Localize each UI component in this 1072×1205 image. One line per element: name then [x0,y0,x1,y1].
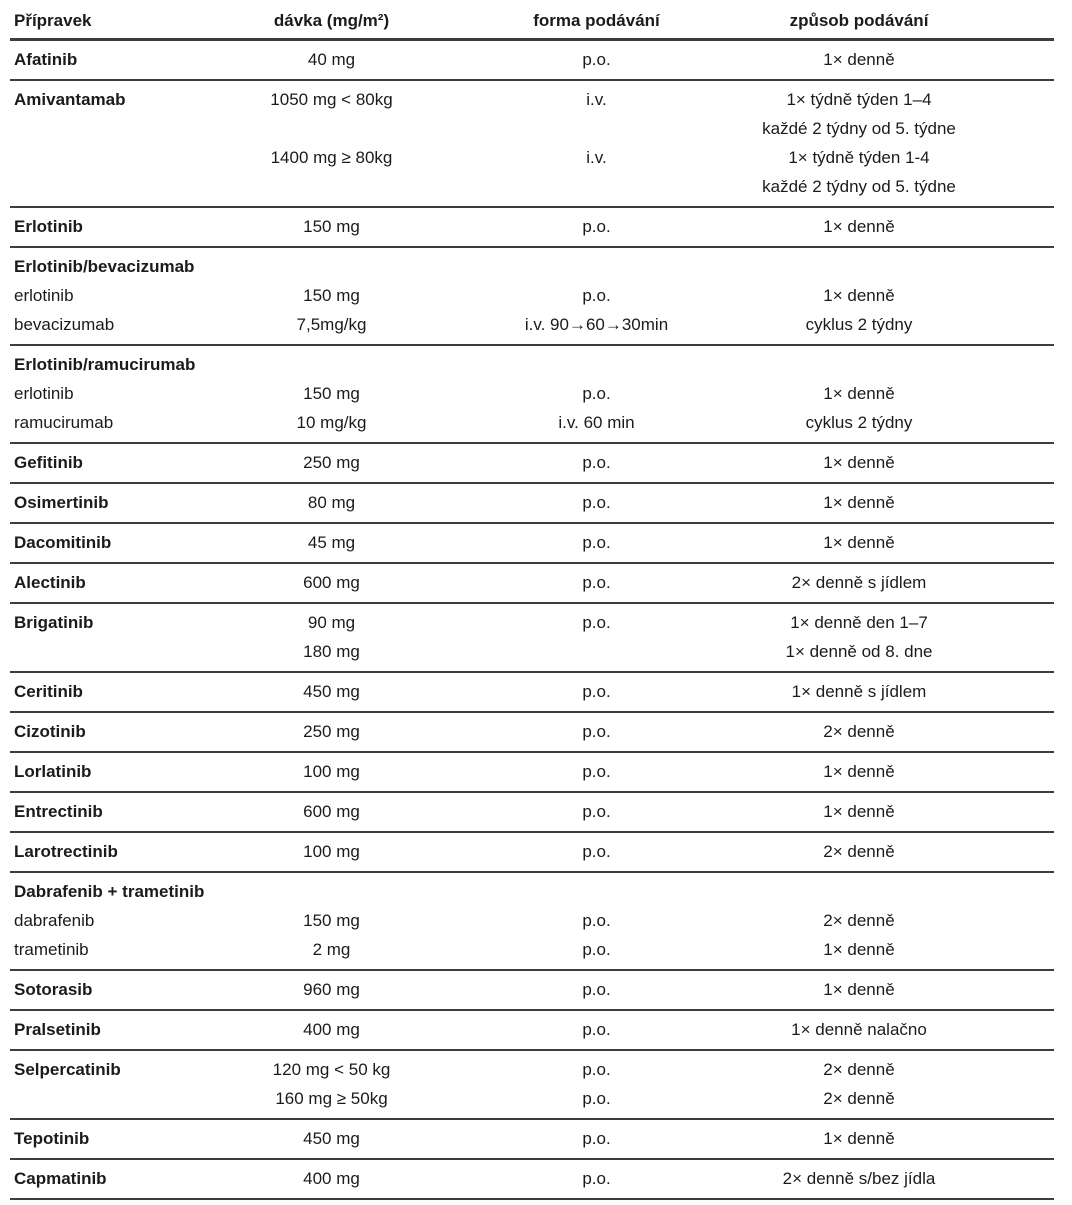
table-row [10,408,1054,437]
drug-dosage-table [10,0,1054,1200]
table-row-group [10,1011,1054,1051]
table-row [10,568,1054,597]
schedule-cell: 1× denně nalačno [791,1020,927,1039]
table-row [10,281,1054,310]
table-row-group [10,81,1054,208]
dose-cell [219,877,444,906]
row-spacer [969,1164,1054,1193]
form-cell: p.o. [582,453,611,472]
table-row [10,85,1054,114]
dose-cell: 400 mg [303,1020,360,1039]
table-row [10,877,1054,906]
form-cell: p.o. [582,1089,611,1108]
row-spacer [969,637,1054,666]
row-spacer [969,837,1054,866]
schedule-cell: 2× denně s/bez jídla [782,1169,936,1188]
form-cell: p.o. [582,613,611,632]
schedule-cell: každé 2 týdny od 5. týdne [762,119,956,138]
form-cell: p.o. [582,842,611,861]
table-row [10,717,1054,746]
table-row [10,637,1054,666]
drug-name-cell: Dabrafenib + trametinib [14,882,205,901]
drug-name-cell: dabrafenib [14,911,95,930]
drug-name-cell: Larotrectinib [14,842,118,861]
form-cell: p.o. [582,980,611,999]
table-row [10,488,1054,517]
dose-cell: 1050 mg < 80kg [270,90,393,109]
row-spacer [969,906,1054,935]
drug-name-cell [10,172,219,201]
table-row [10,677,1054,706]
schedule-cell: 2× denně [823,1060,895,1079]
schedule-cell: cyklus 2 týdny [805,413,913,432]
dose-cell: 1400 mg ≥ 80kg [270,148,393,167]
form-cell: p.o. [582,50,611,69]
table-row [10,310,1054,339]
schedule-cell: každé 2 týdny od 5. týdne [762,177,956,196]
row-spacer [969,350,1054,379]
table-row-group [10,1120,1054,1160]
form-cell: p.o. [582,722,611,741]
schedule-cell: 1× denně [823,217,895,236]
drug-name-cell: Tepotinib [14,1129,90,1148]
form-cell: i.v. 90→60→30min [524,315,669,334]
table-row [10,1015,1054,1044]
dose-cell: 150 mg [303,911,360,930]
dose-cell: 7,5mg/kg [296,315,367,334]
table-row-group [10,564,1054,604]
dose-cell: 2 mg [312,940,351,959]
dose-cell [219,172,444,201]
schedule-cell [749,877,969,906]
form-cell [444,172,749,201]
table-row [10,906,1054,935]
drug-name-cell: Selpercatinib [14,1060,121,1079]
table-row-group [10,873,1054,971]
row-spacer [969,877,1054,906]
dose-cell: 250 mg [303,722,360,741]
dose-cell [219,252,444,281]
row-spacer [969,677,1054,706]
dose-cell: 45 mg [307,533,356,552]
schedule-cell: 1× denně [823,533,895,552]
drug-name-cell [10,114,219,143]
schedule-cell: 2× denně [823,1089,895,1108]
form-cell: p.o. [582,802,611,821]
table-row [10,935,1054,964]
form-cell: p.o. [582,1169,611,1188]
drug-name-cell: Erlotinib/bevacizumab [14,257,195,276]
table-row-group [10,713,1054,753]
form-cell: i.v. [586,90,607,109]
table-row-group [10,208,1054,248]
table-row [10,757,1054,786]
form-cell: p.o. [582,1060,611,1079]
dose-cell: 40 mg [307,50,356,69]
table-row [10,837,1054,866]
schedule-cell: 1× denně [823,762,895,781]
form-cell: p.o. [582,217,611,236]
schedule-cell: 1× denně [823,384,895,403]
row-spacer [969,114,1054,143]
column-header-dose: dávka (mg/m²) [273,11,390,30]
drug-name-cell: Osimertinib [14,493,109,512]
dose-cell: 100 mg [303,842,360,861]
schedule-cell [749,350,969,379]
form-cell: i.v. 60 min [558,413,635,432]
table-row-group [10,793,1054,833]
row-spacer [969,1124,1054,1153]
table-row [10,114,1054,143]
table-row [10,797,1054,826]
drug-name-cell: Lorlatinib [14,762,92,781]
dose-cell: 160 mg ≥ 50kg [275,1089,388,1108]
table-row-group [10,971,1054,1011]
dose-cell: 600 mg [303,573,360,592]
dose-cell: 150 mg [303,217,360,236]
form-cell [444,877,749,906]
schedule-cell: 2× denně s jídlem [791,573,927,592]
drug-name-cell: Dacomitinib [14,533,112,552]
form-cell [444,350,749,379]
schedule-cell: 2× denně [823,842,895,861]
drug-name-cell: Sotorasib [14,980,93,999]
table-row [10,172,1054,201]
drug-name-cell: Brigatinib [14,613,94,632]
schedule-cell: 1× denně den 1–7 [790,613,928,632]
row-spacer [969,1084,1054,1113]
row-spacer [969,1055,1054,1084]
schedule-cell: 1× denně [823,1129,895,1148]
schedule-cell: 1× denně [823,802,895,821]
drug-name-cell: Erlotinib [14,217,83,236]
table-row-group [10,673,1054,713]
form-cell: p.o. [582,286,611,305]
dose-cell: 450 mg [303,682,360,701]
schedule-cell: cyklus 2 týdny [805,315,913,334]
table-row-group [10,604,1054,673]
column-header-schedule: způsob podávání [789,11,929,30]
form-cell [444,252,749,281]
column-header-form: forma podávání [533,11,660,30]
dose-cell: 960 mg [303,980,360,999]
row-spacer [969,281,1054,310]
table-row [10,975,1054,1004]
row-spacer [969,143,1054,172]
dose-cell: 400 mg [303,1169,360,1188]
table-row [10,528,1054,557]
row-spacer [969,1015,1054,1044]
table-row [10,448,1054,477]
drug-name-cell [10,1084,219,1113]
table-header-row [10,0,1054,41]
schedule-cell: 1× denně s jídlem [791,682,927,701]
dose-cell: 250 mg [303,453,360,472]
row-spacer [969,448,1054,477]
dose-cell: 600 mg [303,802,360,821]
table-row-group [10,484,1054,524]
schedule-cell: 2× denně [823,722,895,741]
form-cell: p.o. [582,911,611,930]
table-body [10,41,1054,1200]
table-row-group [10,1051,1054,1120]
table-row-group [10,248,1054,346]
table-row [10,1055,1054,1084]
row-spacer [969,488,1054,517]
row-spacer [969,212,1054,241]
form-cell [444,637,749,666]
row-spacer [969,252,1054,281]
dose-cell: 150 mg [303,286,360,305]
schedule-cell: 1× denně [823,286,895,305]
dose-cell: 450 mg [303,1129,360,1148]
dose-cell: 150 mg [303,384,360,403]
schedule-cell: 1× denně [823,50,895,69]
form-cell: p.o. [582,1020,611,1039]
form-cell: p.o. [582,1129,611,1148]
drug-name-cell: ramucirumab [14,413,114,432]
row-spacer [969,379,1054,408]
row-spacer [969,757,1054,786]
drug-name-cell: Pralsetinib [14,1020,101,1039]
table-row [10,212,1054,241]
drug-name-cell: Afatinib [14,50,78,69]
table-row-group [10,41,1054,81]
schedule-cell: 1× denně od 8. dne [785,642,933,661]
table-row [10,379,1054,408]
row-spacer [969,935,1054,964]
table-row [10,1084,1054,1113]
dose-cell [219,114,444,143]
table-row [10,1164,1054,1193]
schedule-cell: 1× denně [823,453,895,472]
table-row [10,608,1054,637]
form-cell: p.o. [582,940,611,959]
table-row [10,350,1054,379]
drug-name-cell: erlotinib [14,286,74,305]
dose-cell: 80 mg [307,493,356,512]
schedule-cell: 1× denně [823,940,895,959]
table-row-group [10,346,1054,444]
drug-name-cell [10,637,219,666]
form-cell: i.v. [586,148,607,167]
table-row [10,252,1054,281]
form-cell: p.o. [582,533,611,552]
dose-cell: 100 mg [303,762,360,781]
table-row [10,143,1054,172]
row-spacer [969,975,1054,1004]
form-cell: p.o. [582,682,611,701]
drug-name-cell: erlotinib [14,384,74,403]
table-row-group [10,833,1054,873]
schedule-cell: 1× týdně týden 1-4 [788,148,930,167]
column-header-drug: Přípravek [14,11,92,30]
drug-name-cell: trametinib [14,940,89,959]
form-cell [444,114,749,143]
form-cell: p.o. [582,762,611,781]
drug-name-cell [10,143,219,172]
drug-name-cell: Cizotinib [14,722,86,741]
row-spacer [969,408,1054,437]
dose-cell: 90 mg [307,613,356,632]
schedule-cell: 1× denně [823,493,895,512]
row-spacer [969,797,1054,826]
form-cell: p.o. [582,493,611,512]
drug-name-cell: Entrectinib [14,802,103,821]
row-spacer [969,172,1054,201]
table-row [10,45,1054,74]
form-cell: p.o. [582,573,611,592]
schedule-cell [749,252,969,281]
table-row-group [10,444,1054,484]
drug-name-cell: Erlotinib/ramucirumab [14,355,196,374]
table-row-group [10,524,1054,564]
row-spacer [969,717,1054,746]
row-spacer [969,85,1054,114]
dose-cell [219,350,444,379]
row-spacer [969,568,1054,597]
drug-name-cell: Ceritinib [14,682,83,701]
schedule-cell: 1× denně [823,980,895,999]
row-spacer [969,45,1054,74]
drug-name-cell: Gefitinib [14,453,83,472]
drug-name-cell: Alectinib [14,573,86,592]
row-spacer [969,310,1054,339]
drug-name-cell: Capmatinib [14,1169,107,1188]
schedule-cell: 1× týdně týden 1–4 [786,90,932,109]
schedule-cell: 2× denně [823,911,895,930]
form-cell: p.o. [582,384,611,403]
drug-name-cell: bevacizumab [14,315,115,334]
dose-cell: 120 mg < 50 kg [272,1060,391,1079]
row-spacer [969,608,1054,637]
row-spacer [969,528,1054,557]
drug-name-cell: Amivantamab [14,90,126,109]
dose-cell: 180 mg [303,642,360,661]
table-row-group [10,1160,1054,1200]
table-row-group [10,753,1054,793]
dose-cell: 10 mg/kg [296,413,367,432]
table-row [10,1124,1054,1153]
